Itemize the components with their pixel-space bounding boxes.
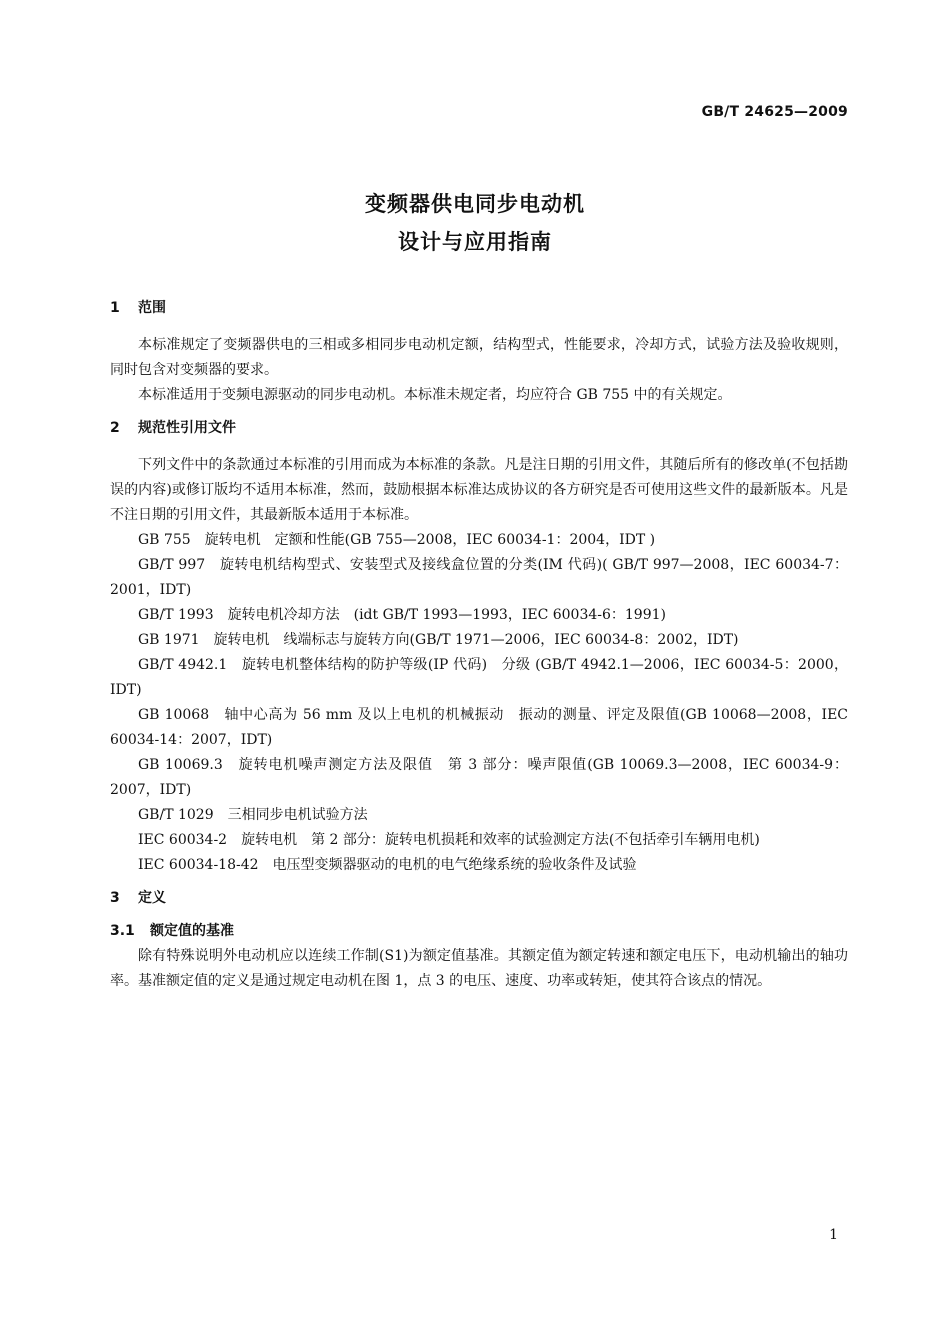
standard-code: GB/T 24625—2009	[701, 104, 848, 120]
section-title: 范围	[138, 300, 166, 316]
reference-item: GB 1971 旋转电机 线端标志与旋转方向(GB/T 1971—2006，IEC 60034-8：2002，IDT)	[138, 632, 739, 648]
document-body	[110, 296, 848, 994]
subsection-number: 3.1	[110, 923, 135, 939]
section-title: 规范性引用文件	[138, 420, 236, 436]
reference-item: IEC 60034-18-42 电压型变频器驱动的电机的电气绝缘系统的验收条件及试验	[138, 857, 637, 873]
paragraph: 本标准规定了变频器供电的三相或多相同步电动机定额，结构型式，性能要求，冷却方式，试验方法及验收规则，同时包含对变频器的要求。	[110, 337, 848, 378]
reference-item: GB 10068 轴中心高为 56 mm 及以上电机的机械振动 振动的测量、评定及限值(GB 10068—2008，IEC 60034-14：2007，IDT)	[110, 707, 848, 748]
page-number: 1	[829, 1227, 838, 1243]
section-number: 2	[110, 420, 120, 436]
section-number: 1	[110, 300, 120, 316]
reference-item: GB 10069.3 旋转电机噪声测定方法及限值 第 3 部分：噪声限值(GB 10069.3—2008，IEC 60034-9：2007，IDT)	[110, 757, 848, 798]
reference-item: GB/T 1993 旋转电机冷却方法 (idt GB/T 1993—1993，IEC 60034-6：1991)	[138, 607, 666, 623]
section-title: 定义	[138, 890, 166, 906]
paragraph: 除有特殊说明外电动机应以连续工作制(S1)为额定值基准。其额定值为额定转速和额定电压下，电动机输出的轴功率。基准额定值的定义是通过规定电动机在图 1，点 3 的电压、速度、功率或转矩，使其符合该点的情况。	[110, 948, 848, 989]
document-title-line-2: 设计与应用指南	[398, 230, 552, 254]
document-title-line-1: 变频器供电同步电动机	[365, 192, 585, 216]
section-3-heading	[110, 886, 848, 911]
reference-item: GB/T 4942.1 旋转电机整体结构的防护等级(IP 代码) 分级 (GB/T 4942.1—2006，IEC 60034-5：2000，IDT)	[110, 657, 848, 698]
section-number: 3	[110, 890, 120, 906]
section-1-heading	[110, 296, 848, 321]
reference-item: IEC 60034-2 旋转电机 第 2 部分：旋转电机损耗和效率的试验测定方法(不包括牵引车辆用电机)	[138, 832, 760, 848]
subsection-title: 额定值的基准	[150, 923, 234, 939]
subsection-3-1-heading	[110, 919, 848, 944]
reference-item: GB/T 1029 三相同步电机试验方法	[138, 807, 368, 823]
paragraph: 本标准适用于变频电源驱动的同步电动机。本标准未规定者，均应符合 GB 755 中的有关规定。	[138, 387, 732, 403]
reference-item: GB 755 旋转电机 定额和性能(GB 755—2008，IEC 60034-1：2004，IDT )	[138, 532, 656, 548]
reference-item: GB/T 997 旋转电机结构型式、安装型式及接线盒位置的分类(IM 代码)( GB/T 997—2008，IEC 60034-7：2001，IDT)	[110, 557, 848, 598]
paragraph: 下列文件中的条款通过本标准的引用而成为本标准的条款。凡是注日期的引用文件，其随后所有的修改单(不包括勘误的内容)或修订版均不适用本标准，然而，鼓励根据本标准达成协议的各方研究是否可使用这些文件的最新版本。凡是不注日期的引用文件，其最新版本适用于本标准。	[110, 457, 848, 523]
section-2-heading	[110, 416, 848, 441]
